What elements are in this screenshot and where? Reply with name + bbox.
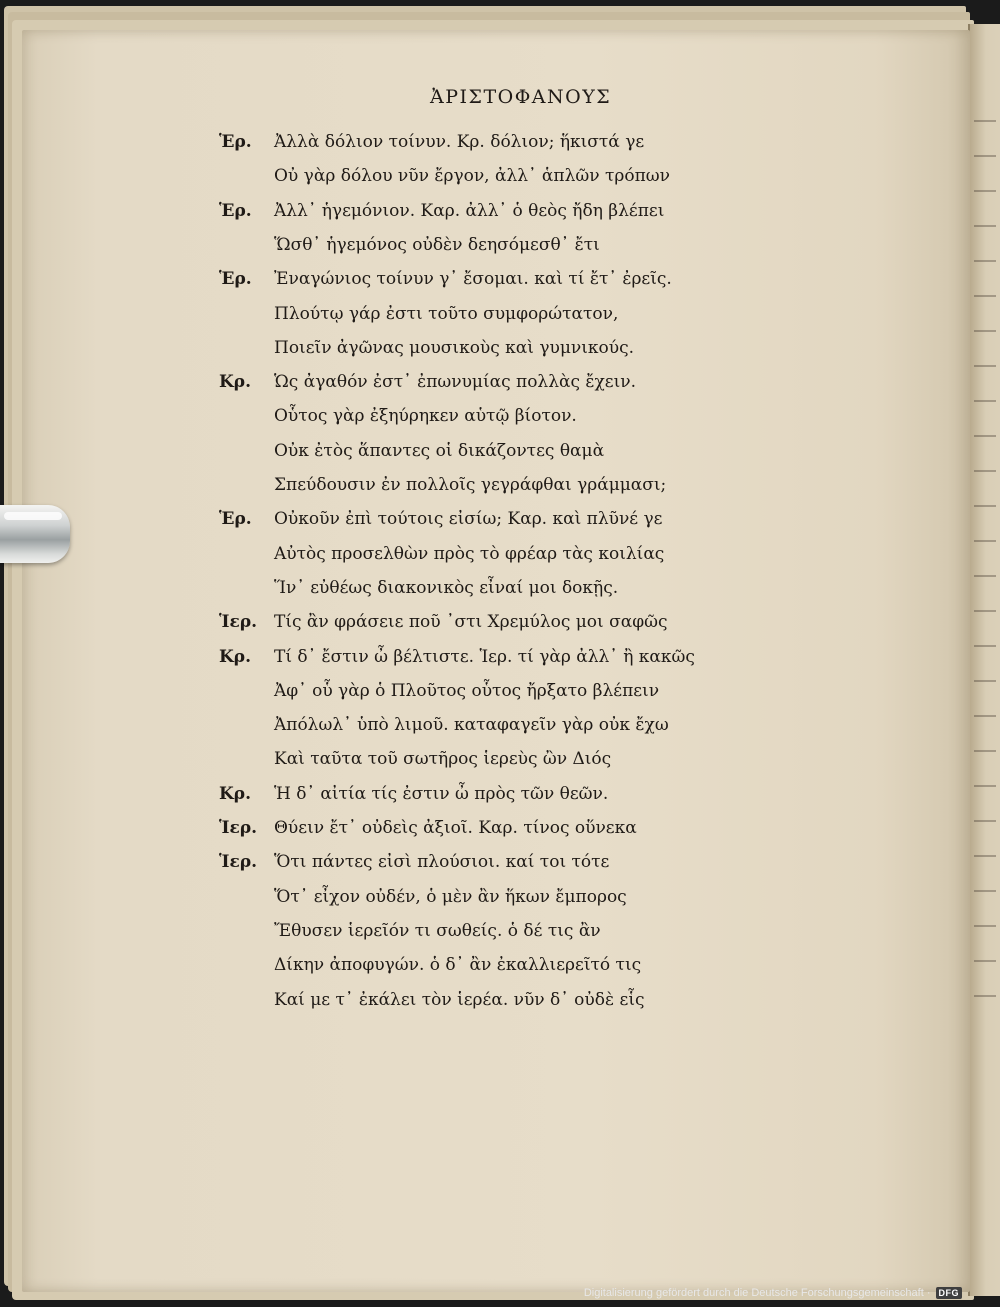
facing-text-trace	[974, 995, 996, 997]
verse-text: Ὅτι πάντες εἰσὶ πλούσιοι. καί τοι τότε	[274, 852, 610, 873]
verse-line	[22, 606, 970, 638]
speaker-label: Ἑρ.	[219, 132, 252, 152]
verse-line	[22, 263, 970, 295]
facing-text-trace	[974, 365, 996, 367]
verse-text: Σπεύδουσιν ἐν πολλοῖς γεγράφθαι γράμμασι;	[274, 475, 667, 495]
facing-text-trace	[974, 155, 996, 157]
speaker-label: Ἱερ.	[219, 818, 258, 838]
facing-text-trace	[974, 715, 996, 717]
verse-text: Δίκην ἀποφυγών. ὁ δ᾽ ἂν ἐκαλλιερεῖτό τις	[274, 955, 642, 976]
facing-text-trace	[974, 400, 996, 402]
verse-text: Ἀλλ᾽ ἡγεμόνιον. Καρ. ἀλλ᾽ ὁ θεὸς ἤδη βλέπει	[274, 200, 665, 221]
facing-text-trace	[974, 575, 996, 577]
facing-text-trace	[974, 120, 996, 122]
text-block	[22, 30, 970, 1292]
verse-text: Ποιεῖν ἀγῶνας μουσικοὺς καὶ γυμνικούς.	[274, 337, 635, 358]
facing-text-trace	[974, 225, 996, 227]
speaker-label: Ἱερ.	[219, 612, 258, 633]
verse-line	[22, 778, 970, 810]
digitization-footer	[584, 1287, 962, 1299]
verse-line	[22, 332, 970, 364]
verse-text: Ἀφ᾽ οὗ γὰρ ὁ Πλοῦτος οὗτος ἤρξατο βλέπειν	[274, 680, 660, 701]
verse-line	[22, 641, 970, 673]
facing-text-trace	[974, 960, 996, 962]
verse-line	[22, 949, 970, 981]
verse-text: Ἐναγώνιος τοίνυν γ᾽ ἔσομαι. καὶ τί ἔτ᾽ ἐρεῖς.	[274, 269, 672, 290]
facing-text-trace	[974, 610, 996, 612]
verse-line	[22, 435, 970, 467]
facing-text-trace	[974, 890, 996, 892]
facing-text-trace	[974, 820, 996, 822]
verse-text: Οὐ γὰρ δόλου νῦν ἔργον, ἀλλ᾽ ἁπλῶν τρόπων	[274, 166, 670, 187]
verse-text: Ἵν᾽ εὐθέως διακονικὸς εἶναί μοι δοκῇς.	[274, 577, 619, 598]
verse-text: Ἡ δ᾽ αἰτία τίς ἐστιν ὦ πρὸς τῶν θεῶν.	[274, 783, 609, 804]
dfg-logo-icon: DFG	[936, 1287, 963, 1299]
verse-line	[22, 538, 970, 570]
verse-line	[22, 675, 970, 707]
verse-line	[22, 160, 970, 192]
facing-text-trace	[974, 295, 996, 297]
facing-text-trace	[974, 470, 996, 472]
verse-text: Οὗτος γὰρ ἐξηύρηκεν αὑτῷ βίοτον.	[274, 406, 577, 427]
verse-line	[22, 915, 970, 947]
speaker-label: Κρ.	[219, 646, 251, 667]
verse-line	[22, 126, 970, 158]
verse-text: Ὥσθ᾽ ἡγεμόνος οὐδὲν δεησόμεσθ᾽ ἔτι	[274, 234, 600, 255]
facing-text-trace	[974, 855, 996, 857]
verse-text: Ὅτ᾽ εἶχον οὐδέν, ὁ μὲν ἂν ἥκων ἔμπορος	[274, 886, 627, 907]
facing-text-trace	[974, 785, 996, 787]
verse-line	[22, 743, 970, 775]
verse-text: Ἀπόλωλ᾽ ὑπὸ λιμοῦ. καταφαγεῖν γὰρ οὐκ ἔχω	[274, 715, 669, 736]
running-head: ἈΡΙΣΤΟΦΑΝΟΥΣ	[430, 86, 612, 108]
verse-text: Οὐκ ἐτὸς ἅπαντες οἱ δικάζοντες θαμὰ	[274, 440, 605, 461]
speaker-label: Ἑρ.	[219, 200, 252, 221]
verse-line	[22, 846, 970, 878]
facing-text-trace	[974, 925, 996, 927]
facing-text-trace	[974, 435, 996, 437]
verse-text: Ὡς ἀγαθόν ἐστ᾽ ἐπωνυμίας πολλὰς ἔχειν.	[274, 372, 637, 393]
speaker-label: Ἑρ.	[219, 269, 252, 290]
verse-line	[22, 984, 970, 1016]
speaker-label: Κρ.	[219, 372, 251, 393]
verse-line	[22, 366, 970, 398]
verse-text: Καί με τ᾽ ἐκάλει τὸν ἱερέα. νῦν δ᾽ οὐδὲ εἷς	[274, 989, 645, 1010]
facing-page-text-traces	[974, 120, 1000, 1030]
verse-line	[22, 881, 970, 913]
verse-text: Ἀλλὰ δόλιον τοίνυν. Κρ. δόλιον; ἥκιστά γε	[274, 132, 645, 152]
facing-text-trace	[974, 680, 996, 682]
verse-line	[22, 469, 970, 501]
verse-text: Θύειν ἔτ᾽ οὐδεὶς ἀξιοῖ. Καρ. τίνος οὕνεκα	[274, 818, 637, 838]
facing-text-trace	[974, 330, 996, 332]
facing-text-trace	[974, 505, 996, 507]
verse-text: Αὐτὸς προσελθὼν πρὸς τὸ φρέαρ τὰς κοιλίας	[274, 543, 665, 564]
verse-line	[22, 812, 970, 844]
facing-text-trace	[974, 540, 996, 542]
verse-text: Ἔθυσεν ἱερεῖόν τι σωθείς. ὁ δέ τις ἂν	[274, 920, 601, 941]
facing-text-trace	[974, 750, 996, 752]
verse-line	[22, 229, 970, 261]
speaker-label: Ἑρ.	[219, 509, 252, 530]
verse-line	[22, 503, 970, 535]
verse-line	[22, 298, 970, 330]
verse-line	[22, 400, 970, 432]
facing-text-trace	[974, 190, 996, 192]
footer-text: Digitalisierung gefördert durch die Deutsche Forschungsgemeinschaft ·	[583, 1287, 931, 1299]
verse-text: Οὐκοῦν ἐπὶ τούτοις εἰσίω; Καρ. καὶ πλῦνέ γε	[274, 509, 663, 530]
book-page	[22, 30, 970, 1292]
verse-line	[22, 572, 970, 604]
verse-text: Πλούτῳ γάρ ἐστι τοῦτο συμφορώτατον,	[274, 303, 619, 324]
verse-text: Τί δ᾽ ἔστιν ὦ βέλτιστε. Ἱερ. τί γὰρ ἀλλ᾽ ἢ κακῶς	[274, 646, 695, 667]
verse-text: Καὶ ταῦτα τοῦ σωτῆρος ἱερεὺς ὢν Διός	[274, 749, 612, 770]
verse-text: Τίς ἂν φράσειε ποῦ ᾽στι Χρεμύλος μοι σαφῶς	[274, 612, 668, 633]
facing-text-trace	[974, 645, 996, 647]
speaker-label: Ἱερ.	[219, 852, 258, 873]
glass-highlight	[4, 512, 62, 520]
speaker-label: Κρ.	[219, 783, 251, 804]
verse-line	[22, 709, 970, 741]
verse-line	[22, 195, 970, 227]
facing-text-trace	[974, 260, 996, 262]
